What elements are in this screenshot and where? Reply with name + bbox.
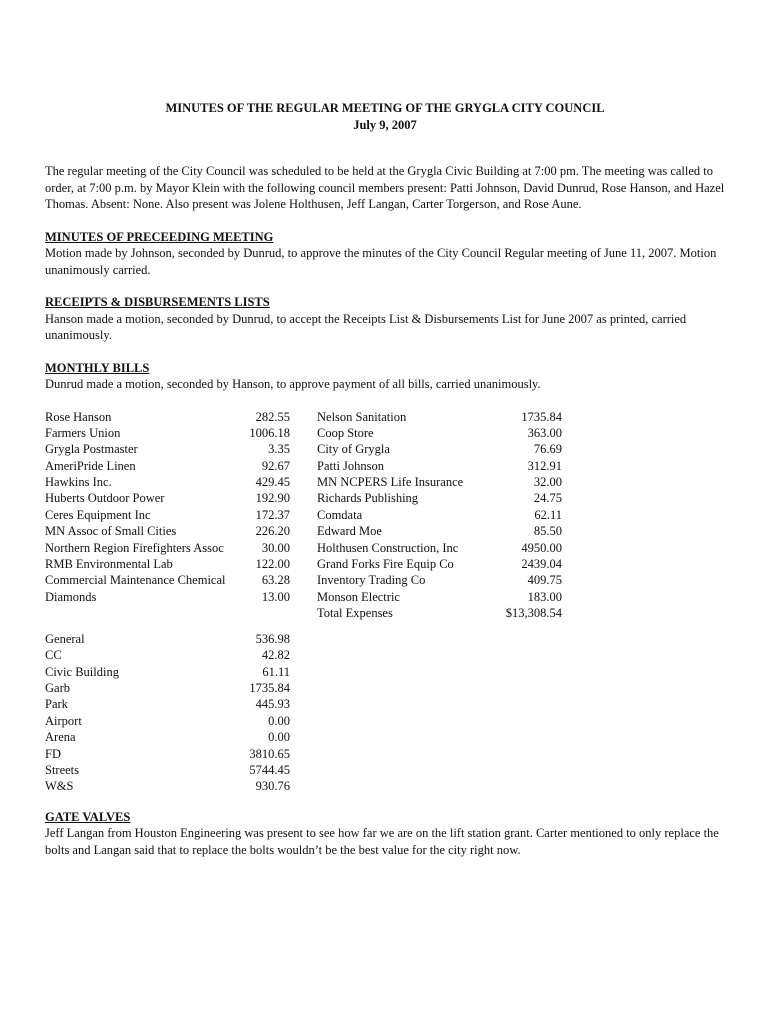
bill-row-name: Northern Region Firefighters Assoc xyxy=(45,540,224,555)
bill-row-amount: 1006.18 xyxy=(249,425,290,440)
bill-row-name: Grygla Postmaster xyxy=(45,442,138,457)
fund-row xyxy=(45,680,290,696)
bill-row-name: Diamonds xyxy=(45,589,97,604)
bill-row-amount: 429.45 xyxy=(255,475,290,490)
bill-row xyxy=(317,556,562,572)
minutes-text: Motion made by Johnson, seconded by Dunrud, to approve the minutes of the City Council Regular meeting of June 11, 2007. Motion unanimously carried. xyxy=(45,246,717,277)
fund-row-amount: 930.76 xyxy=(255,779,290,794)
bill-row-amount: 183.00 xyxy=(527,589,562,604)
fund-row-amount: 445.93 xyxy=(255,697,290,712)
bill-row-amount: 2439.04 xyxy=(521,557,562,572)
bill-row-amount: 363.00 xyxy=(527,425,562,440)
bill-row-name: Inventory Trading Co xyxy=(317,573,426,588)
bill-row xyxy=(45,458,290,474)
minutes-heading: MINUTES OF PRECEEDING MEETING xyxy=(45,229,274,244)
bill-row xyxy=(45,409,290,425)
bill-row xyxy=(317,507,562,523)
bill-row-name: Coop Store xyxy=(317,425,374,440)
bill-row-amount: 30.00 xyxy=(261,540,290,555)
minutes-section xyxy=(45,229,725,279)
fund-row xyxy=(45,631,290,647)
bill-row xyxy=(317,425,562,441)
fund-row-name: Arena xyxy=(45,730,76,745)
receipts-section xyxy=(45,294,725,344)
bill-row-amount: 32.00 xyxy=(533,475,562,490)
gate-valves-section xyxy=(45,809,725,859)
bill-row-name: Huberts Outdoor Power xyxy=(45,491,165,506)
fund-row xyxy=(45,664,290,680)
bill-row-name: Holthusen Construction, Inc xyxy=(317,540,459,555)
fund-row-amount: 42.82 xyxy=(261,648,290,663)
total-expenses-row xyxy=(317,605,562,621)
bill-row xyxy=(45,425,290,441)
document-title: MINUTES OF THE REGULAR MEETING OF THE GRYGLA CITY COUNCIL xyxy=(165,101,605,115)
fund-row-name: FD xyxy=(45,746,61,761)
bill-row-amount: 92.67 xyxy=(261,458,290,473)
fund-row xyxy=(45,713,290,729)
bill-row xyxy=(45,441,290,457)
bills-heading: MONTHLY BILLS xyxy=(45,360,150,375)
gate-valves-heading: GATE VALVES xyxy=(45,809,131,824)
fund-row-name: CC xyxy=(45,648,62,663)
fund-row-name: General xyxy=(45,631,85,646)
fund-row xyxy=(45,746,290,762)
bill-row xyxy=(45,556,290,572)
bill-row-amount: 76.69 xyxy=(533,442,562,457)
bill-row-amount: 192.90 xyxy=(255,491,290,506)
fund-row-amount: 1735.84 xyxy=(249,681,290,696)
bill-row-amount: 282.55 xyxy=(255,409,290,424)
bills-left-column xyxy=(45,409,290,606)
bill-row-name: Ceres Equipment Inc xyxy=(45,507,151,522)
bill-row xyxy=(317,441,562,457)
bill-row-name: Edward Moe xyxy=(317,524,382,539)
bill-row-name: Nelson Sanitation xyxy=(317,409,407,424)
bill-row xyxy=(45,507,290,523)
fund-row xyxy=(45,778,290,794)
fund-row-name: Park xyxy=(45,697,68,712)
gate-valves-text: Jeff Langan from Houston Engineering was present to see how far we are on the lift station grant. Carter mentioned to only replace the bolts and Langan said that to replace the bolts wouldn’t be the best value for the city right now. xyxy=(45,826,719,857)
bill-row-name: Commercial Maintenance Chemical xyxy=(45,573,226,588)
fund-row-amount: 0.00 xyxy=(268,713,290,728)
bill-row-amount: 3.35 xyxy=(268,442,290,457)
bill-row xyxy=(317,523,562,539)
meeting-date: July 9, 2007 xyxy=(353,117,417,132)
bill-row-name: City of Grygla xyxy=(317,442,390,457)
bill-row xyxy=(317,572,562,588)
bills-text: Dunrud made a motion, seconded by Hanson, to approve payment of all bills, carried unanimously. xyxy=(45,377,541,391)
bill-row-name: Farmers Union xyxy=(45,425,121,440)
bills-right-column xyxy=(317,409,562,606)
fund-row xyxy=(45,647,290,663)
intro-paragraph: The regular meeting of the City Council was scheduled to be held at the Grygla Civic Building at 7:00 pm. The meeting was called to order, at 7:00 p.m. by Mayor Klein with the following council members present: Patti Johnson, David Dunrud, Rose Hanson, and Hazel Thomas. Absent: None. Also present was Jolene Holthusen, Jeff Langan, Carter Torgerson, and Rose Aune. xyxy=(45,164,725,211)
bill-row xyxy=(317,409,562,425)
bill-row xyxy=(45,589,290,605)
bill-row-amount: 312.91 xyxy=(527,458,562,473)
fund-row-amount: 3810.65 xyxy=(249,746,290,761)
fund-row xyxy=(45,762,290,778)
document-page xyxy=(45,100,725,858)
fund-row-name: Airport xyxy=(45,713,82,728)
bill-row-name: Hawkins Inc. xyxy=(45,475,112,490)
bill-row xyxy=(45,572,290,588)
bill-row-name: Comdata xyxy=(317,507,363,522)
bill-row-amount: 409.75 xyxy=(527,573,562,588)
bill-row-name: Patti Johnson xyxy=(317,458,385,473)
bills-section xyxy=(45,360,725,393)
fund-breakdown xyxy=(45,631,290,795)
fund-row xyxy=(45,696,290,712)
bill-row-name: Richards Publishing xyxy=(317,491,419,506)
bill-row xyxy=(317,540,562,556)
bill-row-amount: 172.37 xyxy=(255,507,290,522)
bill-row-amount: 85.50 xyxy=(533,524,562,539)
receipts-text: Hanson made a motion, seconded by Dunrud, to accept the Receipts List & Disbursements List for June 2007 as printed, carried unanimously. xyxy=(45,311,687,342)
bill-row-amount: 62.11 xyxy=(534,507,562,522)
fund-row-name: Garb xyxy=(45,681,70,696)
bill-row xyxy=(45,540,290,556)
total-expenses-amount: $13,308.54 xyxy=(505,605,562,620)
bill-row-amount: 63.28 xyxy=(261,573,290,588)
receipts-heading: RECEIPTS & DISBURSEMENTS LISTS xyxy=(45,295,270,309)
fund-row-amount: 0.00 xyxy=(268,730,290,745)
fund-row-name: Civic Building xyxy=(45,664,119,679)
bill-row xyxy=(317,490,562,506)
bill-row xyxy=(45,474,290,490)
bill-row-name: MN NCPERS Life Insurance xyxy=(317,475,464,490)
total-expenses-label: Total Expenses xyxy=(317,605,393,620)
bill-row xyxy=(317,474,562,490)
fund-row-amount: 61.11 xyxy=(262,664,290,679)
fund-row-name: Streets xyxy=(45,763,80,778)
fund-row xyxy=(45,729,290,745)
bill-row xyxy=(45,523,290,539)
bill-row-amount: 226.20 xyxy=(255,524,290,539)
bill-row-name: AmeriPride Linen xyxy=(45,458,136,473)
bill-row-name: Grand Forks Fire Equip Co xyxy=(317,557,454,572)
bill-row-amount: 24.75 xyxy=(533,491,562,506)
bill-row xyxy=(317,589,562,605)
bill-row-amount: 122.00 xyxy=(255,557,290,572)
bill-row xyxy=(45,490,290,506)
bill-row xyxy=(317,458,562,474)
bill-row-name: MN Assoc of Small Cities xyxy=(45,524,177,539)
bill-row-amount: 1735.84 xyxy=(521,409,562,424)
fund-row-name: W&S xyxy=(45,779,74,794)
bill-row-amount: 4950.00 xyxy=(521,540,562,555)
bills-list xyxy=(45,409,725,605)
bill-row-name: Monson Electric xyxy=(317,589,400,604)
fund-row-amount: 5744.45 xyxy=(249,763,290,778)
bill-row-amount: 13.00 xyxy=(261,589,290,604)
bill-row-name: Rose Hanson xyxy=(45,409,112,424)
fund-row-amount: 536.98 xyxy=(255,631,290,646)
bill-row-name: RMB Environmental Lab xyxy=(45,557,173,572)
